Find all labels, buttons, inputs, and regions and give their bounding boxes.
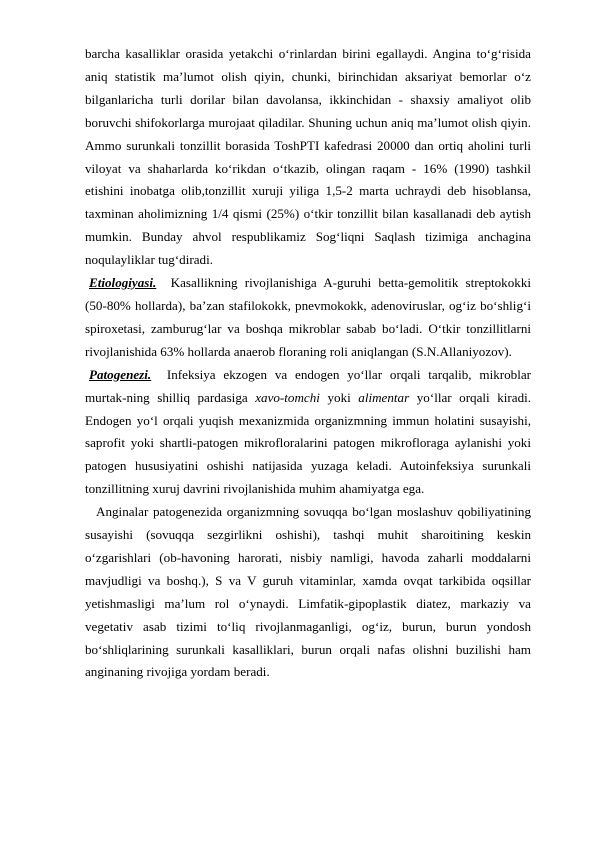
pathogenesis-text-a: Infeksiya ekzogen va endogen yo‘llar orqali tarqalib, mikroblar murtak-ning shilliq pardasiga [85, 366, 532, 405]
etiology-text: Kasallikning rivojlanishiga A-guruhi betta-gemolitik streptokokki (50-80% hollarda), ba’zan stafilokokk, pnevmokokk, adenoviruslar, og‘iz bo‘shlig‘i spiroxetasi, zamburug‘lar va boshqa mikroblar sabab bo‘ladi. O‘tkir tonzillitlarni rivojlanishida 63% hollarda anaerob floraning roli aniqlangan (S.N.Allaniyozov). [85, 275, 532, 359]
etiology-heading: Etiologiyasi. [89, 275, 157, 291]
paragraph-pathogenesis [85, 364, 531, 501]
document-page [85, 43, 531, 684]
paragraph-angina-factors: Anginalar patogenezida organizmning sovuqqa bo‘lgan moslashuv qobiliyatining susayishi (sovuqqa sezgirlikni oshishi), tashqi muhit sharoitining keskin o‘zgarishlari (ob-havoning harorati, nisbiy namligi, havoda zaharli moddalarni mavjudligi va boshq.), S va V guruh vitaminlar, xamda ovqat tarkibida oqsillar yetishmasligi ma’lum rol o‘ynaydi. Limfatik-gipoplastik diatez, markaziy va vegetativ asab tizimi to‘liq rivojlanmaganligi, og‘iz, burun, burun yondosh bo‘shliqlarining surunkali kasalliklari, burun orqali nafas olishni buzilishi ham anginaning rivojiga yordam beradi. [85, 504, 531, 680]
pathogenesis-text-b: yoki [327, 389, 351, 405]
paragraph-etiology [85, 272, 531, 364]
pathogenesis-heading: Patogenezi. [89, 366, 152, 382]
pathogenesis-text-c: yo‘llar orqali kiradi. Endogen yo‘l orqali yuqish mexanizmida organizmning immun holatini susayishi, saprofit yoki shartli-patogen mikrofloralarini patogen mikrofloraga aylanishi yoki patogen hususiyatini oshishi natijasida yuzaga keladi. Autoinfeksiya surunkali tonzillitning xuruj davrini rivojlanishida muhim ahamiyatga ega. [85, 389, 532, 497]
pathogenesis-italic-airborne: xavo-tomchi [255, 389, 320, 405]
pathogenesis-italic-alimentary: alimentar [358, 389, 410, 405]
paragraph-prevalence: barcha kasalliklar orasida yetakchi o‘rinlardan birini egallaydi. Angina to‘g‘risida aniq statistik ma’lumot olish qiyin, chunki, birinchidan aksariyat bemorlar o‘z bilganlaricha turli dorilar bilan davolansa, ikkinchidan - shaxsiy amaliyot olib boruvchi shifokorlarga murojaat qiladilar. Shuning uchun aniq ma’lumot olish qiyin. Ammo surunkali tonzillit borasida ToshPTI kafedrasi 20000 dan ortiq aholini turli viloyat va shaharlarda ko‘rikdan o‘tkazib, olingan raqam - 16% (1990) tashkil etishini inobatga olib,tonzillit xuruji yiliga 1,5-2 marta uchraydi deb hisoblansa, taxminan aholimizning 1/4 qismi (25%) o‘tkir tonzillit bilan kasallanadi deb aytish mumkin. Bunday ahvol respublikamiz Sog‘liqni Saqlash tizimiga anchagina noqulayliklar tug‘diradi. [85, 46, 531, 268]
